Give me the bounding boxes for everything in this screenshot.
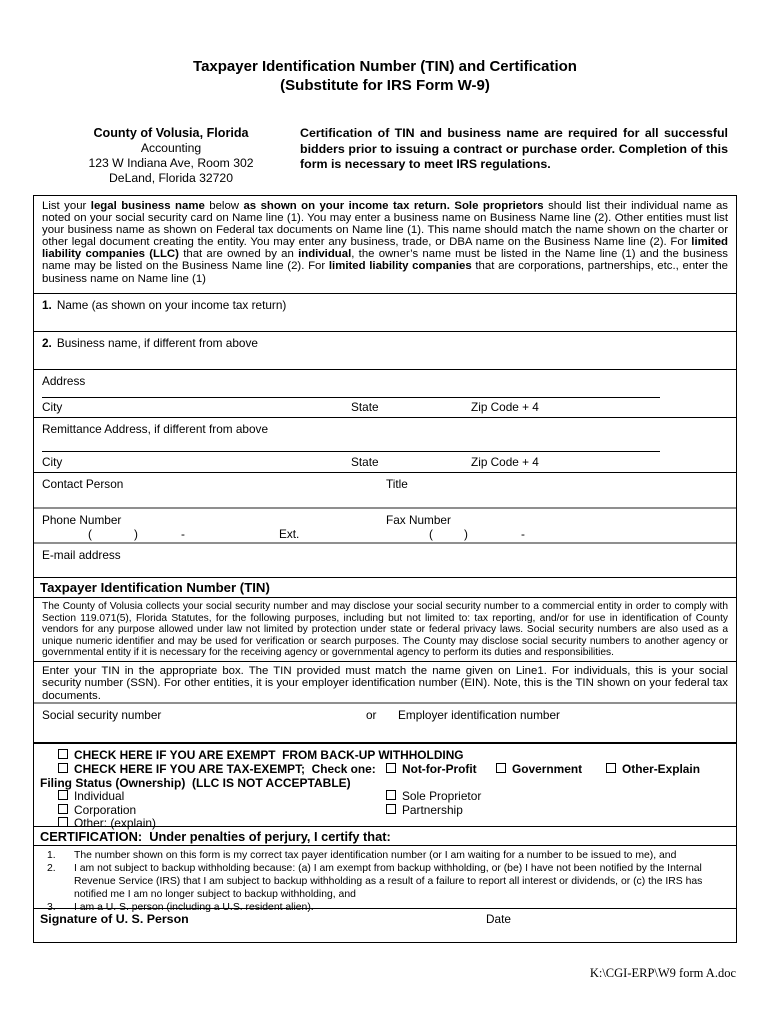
ssn-label: Social security number [42,708,162,722]
remittance-zip-label: Zip Code + 4 [471,455,539,469]
title-label: Title [386,477,408,491]
contact-title-row[interactable] [34,472,736,507]
business-name-field-row[interactable] [34,331,736,369]
partnership-checkbox[interactable] [386,804,396,814]
address-row[interactable] [34,369,736,417]
fax-dash: - [521,527,525,541]
name-field-row[interactable] [34,293,736,331]
certification-notice: Certification of TIN and business name are required for all successful bidders prior to issuing a contract or purchase order. Completion of this form is necessary to meet IRS regulations. [300,126,728,171]
corporation-label: Corporation [74,803,137,817]
other-explain-checkbox[interactable] [606,763,616,773]
signature-label: Signature of U. S. Person [40,912,189,926]
individual-sole-proprietor-line [34,789,736,802]
state-label: State [351,400,379,414]
other-label: Other: (explain) [74,816,156,830]
tin-instructions: Enter your TIN in the appropriate box. The TIN provided must match the name given on Line1. For individuals, this is your social security number (SSN). For other entities, it is your employer identification number (EIN). Note, this is the TIN shown on your federal tax documents. [34,661,736,702]
email-label: E-mail address [42,548,121,562]
signature-date-row[interactable] [34,908,736,942]
certification-item: 2. I am not subject to backup withholding because: (a) I am exempt from backup withholding, or (be) I have not been notified by the Internal Revenue Service (IRS) that I am subject to backup withholding as a result of a failure to report all interest or dividends, or (c) the IRS has notified me I am no longer subject to backup withholding, and [47,863,703,900]
date-label: Date [486,912,511,926]
remittance-state-label: State [351,455,379,469]
intro-paragraph: List your legal business name below as shown on your income tax return. Sole proprietors should list their individual name as noted on your social security card on Name line (1). You may enter a business name on Business Name line (2). Other entities must list your business name as shown on Federal tax documents on Name line (1). This name should match the name shown on the charter or other legal document creating the entity. You may enter any business, trade, or DBA name on the Business Name line (2). For limited liability companies (LLC) that are owned by an individual, the owner’s name must be listed in the Name line (1) and the business name may be listed on the Business Name line (2). For limited liability companies that are corporations, partnerships, etc., enter the business name on Name line (1) [42,200,729,285]
phone-ext-label: Ext. [279,527,300,541]
filing-status-line [34,776,736,789]
tax-exempt-checkbox[interactable] [58,763,68,773]
tin-section-title: Taxpayer Identification Number (TIN) [40,580,270,595]
partnership-label: Partnership [402,803,463,817]
corporation-checkbox[interactable] [58,804,68,814]
individual-label: Individual [74,789,125,803]
filing-status-label: Filing Status (Ownership) (LLC IS NOT ACCEPTABLE) [40,776,351,790]
phone-fax-row[interactable] [34,507,736,542]
address-label: Address [42,374,86,388]
agency-name: County of Volusia, Florida [93,126,249,140]
not-for-profit-checkbox[interactable] [386,763,396,773]
phone-dash: - [181,527,185,541]
contact-person-label: Contact Person [42,477,124,491]
address-write-line[interactable] [42,397,660,398]
ssn-ein-row[interactable] [34,702,736,742]
certification-header [34,826,736,845]
certification-item: 3. I am a U. S. person (including a U.S. resident alien). [47,902,314,913]
other-explain-label: Other-Explain [622,762,700,776]
phone-paren-open: ( [88,527,92,541]
remittance-address-label: Remittance Address, if different from above [42,422,269,436]
ein-label: Employer identification number [398,708,560,722]
remittance-write-line[interactable] [42,451,660,452]
sole-proprietor-label: Sole Proprietor [402,789,482,803]
corporation-partnership-line [34,803,736,816]
remittance-address-row[interactable] [34,417,736,472]
form-table [33,195,737,943]
agency-address-block [60,126,282,186]
or-label: or [366,708,377,722]
backup-withholding-checkbox[interactable] [58,749,68,759]
email-row[interactable] [34,542,736,577]
file-path-footer: K:\CGI-ERP\W9 form A.doc [589,966,736,980]
certification-title: CERTIFICATION: Under penalties of perjury, I certify that: [40,829,391,844]
agency-city: DeLand, Florida 32720 [109,171,233,185]
backup-withholding-label: CHECK HERE IF YOU ARE EXEMPT FROM BACK-UP WITHHOLDING [74,748,464,762]
tax-exempt-line [34,762,736,775]
business-name-field-label: 2. Business name, if different from above [42,336,258,350]
header [0,126,770,186]
government-label: Government [512,762,583,776]
individual-checkbox[interactable] [58,790,68,800]
tax-exempt-label: CHECK HERE IF YOU ARE TAX-EXEMPT; Check one: [74,762,376,776]
fax-paren-open: ( [429,527,433,541]
agency-dept: Accounting [140,141,202,155]
phone-paren-close: ) [134,527,138,541]
page-title [0,57,770,95]
fax-paren-close: ) [464,527,468,541]
backup-withholding-line [34,748,736,761]
agency-street: 123 W Indiana Ave, Room 302 [88,156,254,170]
sole-proprietor-checkbox[interactable] [386,790,396,800]
government-checkbox[interactable] [496,763,506,773]
phone-number-label: Phone Number [42,513,122,527]
privacy-statement: The County of Volusia collects your social security number and may disclose your social security number to a commercial entity in order to comply with Section 119.071(5), Florida Statutes, for the following purposes, including but not limited to: tax reporting, and/or for use in identification of County vendors for any purpose allowed under law not limited by protection under state or federal privacy laws. Social security numbers are also used as a unique numeric identifier and may be used for verification or search purposes. The County may disclose social security numbers to another agency or governmental entity if it is necessary for the receiving agency or governmental agency to perform its duties and responsibilities. [34,597,736,661]
exemption-filing-status-section [34,742,736,830]
tin-section-header [34,577,736,597]
name-field-label: 1. Name (as shown on your income tax return) [42,298,287,312]
fax-number-label: Fax Number [386,513,451,527]
remittance-city-label: City [42,455,63,469]
certification-item: 1. The number shown on this form is my correct tax payer identification number (or I am waiting for a number to be issued to me), and [47,850,677,861]
title-line-1: Taxpayer Identification Number (TIN) and Certification [193,58,577,75]
zip-code-label: Zip Code + 4 [471,400,539,414]
title-line-2: (Substitute for IRS Form W-9) [280,77,490,94]
not-for-profit-label: Not-for-Profit [402,762,477,776]
city-label: City [42,400,63,414]
certification-list [34,845,736,913]
